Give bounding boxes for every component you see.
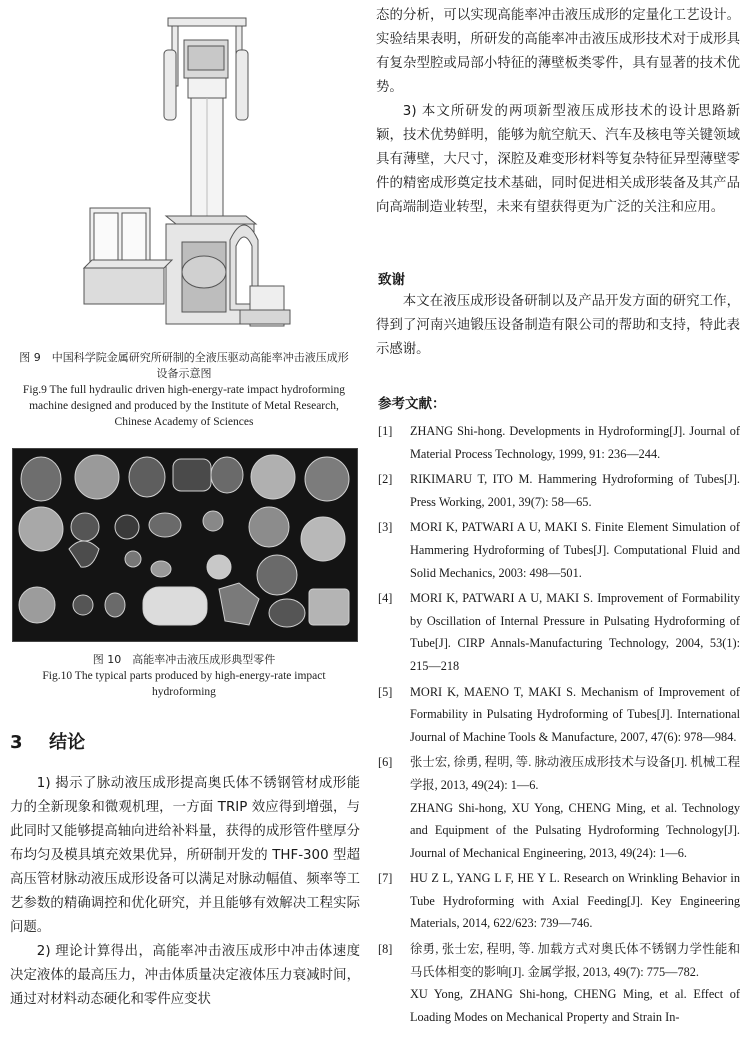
typical-parts-photo: [12, 448, 358, 642]
figure-10-caption-zh: 图 10 高能率冲击液压成形典型零件: [92, 653, 276, 666]
section-heading: [10, 728, 85, 754]
acknowledgement-text: 本文在液压成形设备研制以及产品开发方面的研究工作，得到了河南兴迪锻压设备制造有限公司的帮助和支持，特此表示感谢。: [376, 294, 740, 357]
hydroforming-machine-figure: [70, 10, 300, 340]
reference-item: [8] 徐勇, 张士宏, 程明, 等. 加载方式对奥氏体不锈钢力学性能和马氏体相变的影响[J]. 金属学报, 2013, 49(7): 775—782. XU Yong, ZHANG Shi-hong, CHENG Ming, et al. Effect of Loading Modes on Mechanical Property and Strain In-: [378, 942, 740, 1024]
figure-10-caption: [14, 652, 354, 700]
figure-9-caption: [14, 350, 354, 430]
section-number: 3: [10, 732, 23, 753]
references-heading: 参考文献：: [378, 396, 446, 412]
conclusion-paragraph-1: 1) 揭示了脉动液压成形提高奥氏体不锈钢管材成形能力的全新现象和微观机理，一方面 TRIP 效应得到增强，与此同时又能够提高轴向进给补料量，获得的成形管件壁厚分布均匀及模具填充效果优异，所研制开发的 THF-300 型超高压管材脉动液压成形设备可以满足对脉动幅值、频率等工艺参数的精确调控和优化研究，并且能够有效解决工程实际问题。: [10, 776, 360, 935]
figure-10-caption-en: Fig.10 The typical parts produced by high-energy-rate impact hydroforming: [42, 670, 326, 698]
conclusion-paragraph-2: 2) 理论计算得出，高能率冲击液压成形中冲击体速度决定液体的最高压力，冲击体质量决定液体压力衰减时间，通过对材料动态硬化和零件应变状: [10, 944, 360, 1007]
reference-item: [3] MORI K, PATWARI A U, MAKI S. Finite Element Simulation of Hammering Hydroforming of Tubes[J]. Computational Fluid and Solid Mechanics, 2003: 498—501.: [378, 520, 740, 580]
conclusion-paragraph-3: 3) 本文所研发的两项新型液压成形技术的设计思路新颖，技术优势鲜明，能够为航空航天、汽车及核电等关键领域具有薄壁，大尺寸，深腔及难变形材料等复杂特征异型薄壁零件的精密成形奠定技术基础，同时促进相关成形装备及其产品向高端制造业转型，未来有望获得更为广泛的关注和应用。: [376, 104, 740, 215]
section-title: 结论: [49, 732, 86, 753]
reference-item: [2] RIKIMARU T, ITO M. Hammering Hydroforming of Tubes[J]. Press Working, 2001, 39(7): 58—65.: [378, 472, 740, 509]
reference-item: [4] MORI K, PATWARI A U, MAKI S. Improvement of Formability by Oscillation of Internal Pressure in Pulsating Hydroforming of Tube[J]. CIRP Annals-Manufacturing Technology, 2004, 53(1): 215—218: [378, 591, 740, 673]
figure-9-caption-zh: 图 9 中国科学院金属研究所研制的全液压驱动高能率冲击液压成形设备示意图: [19, 351, 349, 380]
reference-list: [378, 420, 740, 1031]
reference-item: [5] MORI K, MAENO T, MAKI S. Mechanism of Improvement of Formability in Pulsating Hydroforming of Tubes[J]. International Journal of Machine Tools & Manufacture, 2007, 47(6): 978—984.: [378, 684, 740, 744]
acknowledgement-heading: 致谢: [378, 272, 405, 288]
figure-9-caption-en: Fig.9 The full hydraulic driven high-energy-rate impact hydroforming machine designed and produced by the Institute of Metal Research, Chinese Academy of Sciences: [22, 384, 346, 428]
reference-item: [7] HU Z L, YANG L F, HE Y L. Research on Wrinkling Behavior in Tube Hydroforming with Axial Feeding[J]. Key Engineering Materials, 2014, 622/623: 739—746.: [378, 871, 740, 931]
conclusion-paragraph-2-continued: 态的分析，可以实现高能率冲击液压成形的定量化工艺设计。实验结果表明，所研发的高能率冲击液压成形技术对于成形具有复杂型腔或局部小特征的薄壁板类零件，具有显著的技术优势。: [376, 8, 740, 95]
reference-item: [1] ZHANG Shi-hong. Developments in Hydroforming[J]. Journal of Material Process Technology, 1999, 91: 236—244.: [378, 424, 740, 461]
reference-item: [6] 张士宏, 徐勇, 程明, 等. 脉动液压成形技术与设备[J]. 机械工程学报, 2013, 49(24): 1—6. ZHANG Shi-hong, XU Yong, CHENG Ming, et al. Technology and Equipment of the Pulsating Hydroforming Technology[J]. Journal of Mechanical Engineering, 2013, 49(24): 1—6.: [378, 755, 740, 860]
